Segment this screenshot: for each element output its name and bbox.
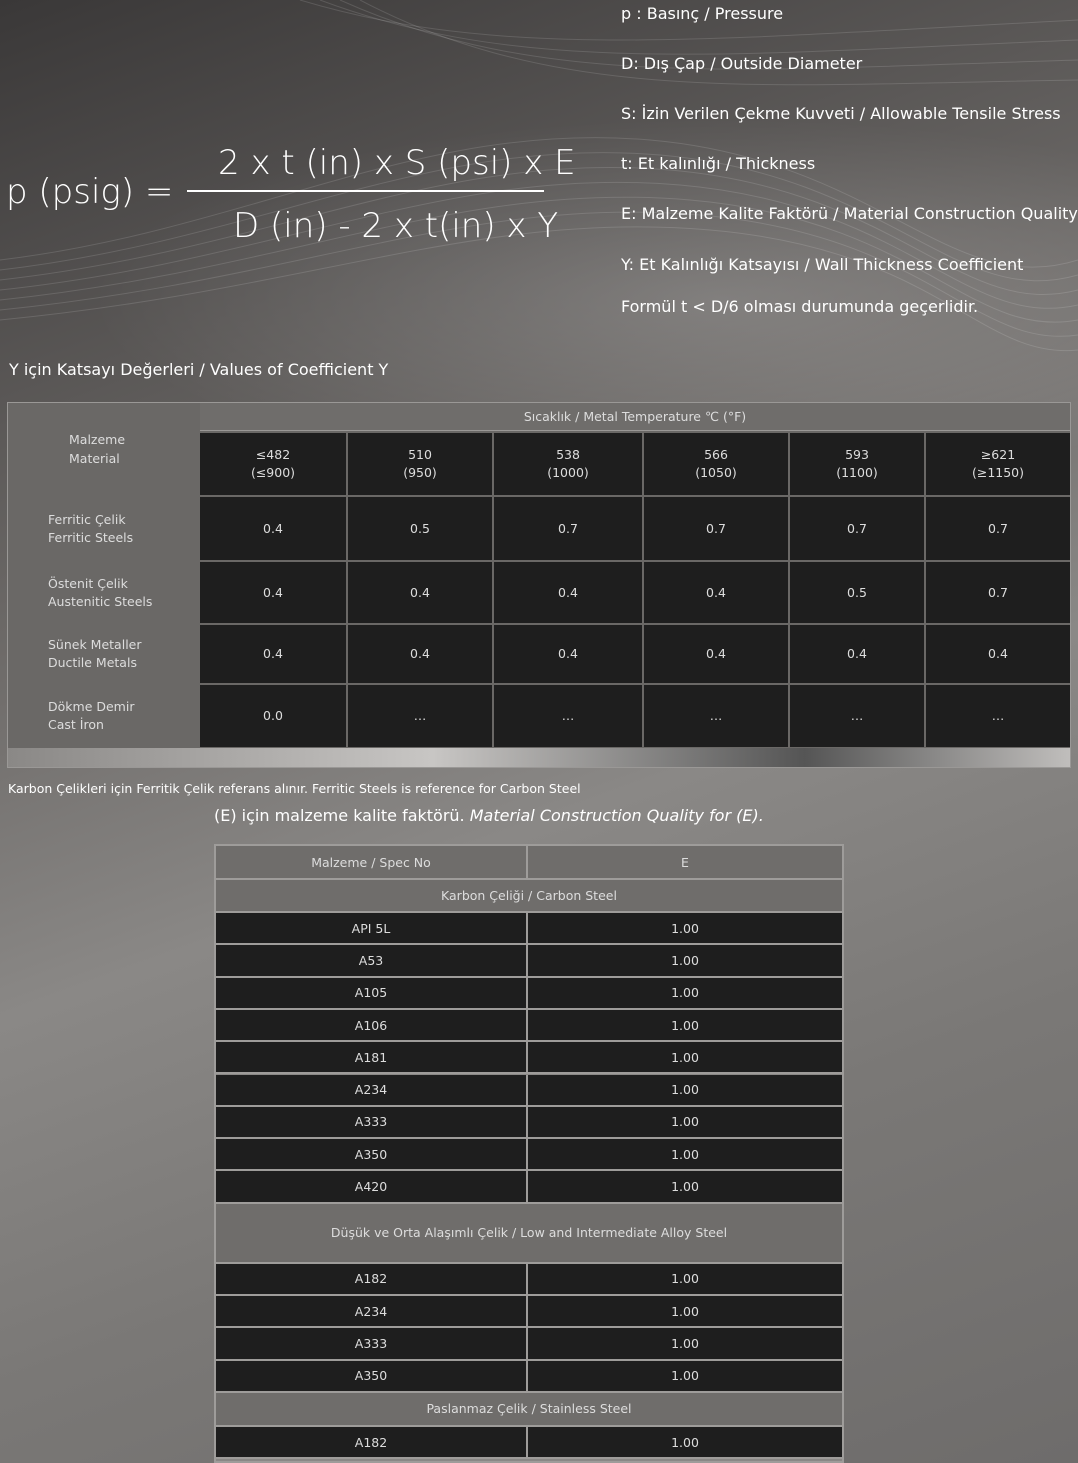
legend-stress: S: İzin Verilen Çekme Kuvveti / Allowable Tensile Stress <box>621 104 1061 123</box>
y-section-title: Y için Katsayı Değerleri / Values of Coefficient Y <box>9 360 389 379</box>
formula-lhs: p (psig) = <box>6 172 174 212</box>
y-row-label-en: Ductile Metals <box>48 655 137 670</box>
e-value-cell: 1.00 <box>671 1303 699 1319</box>
e-group-row <box>216 1204 842 1264</box>
e-group-title: Karbon Çeliği / Carbon Steel <box>441 888 617 903</box>
y-temperature-col-2 <box>494 433 642 495</box>
e-value-cell: 1.00 <box>671 1179 699 1195</box>
e-value-cell: 1.00 <box>671 1082 699 1098</box>
y-temperature-col-3 <box>644 433 788 495</box>
e-spec-cell: A53 <box>216 945 528 975</box>
e-group-row <box>216 880 842 913</box>
e-spec-cell: A350 <box>216 1139 528 1169</box>
y-row-label-tr: Östenit Çelik <box>48 575 128 591</box>
e-data-row <box>216 1010 842 1042</box>
e-spec-cell: A234 <box>216 1296 528 1326</box>
e-value-cell: 1.00 <box>671 985 699 1001</box>
y-value-cell: 0.5 <box>348 497 492 560</box>
y-value-cell: 0.5 <box>790 562 924 623</box>
y-coefficient-table <box>7 402 1071 768</box>
y-temperature-col-1 <box>348 433 492 495</box>
e-spec-cell: A182 <box>216 1427 528 1457</box>
y-temperature-f: (≥1150) <box>971 465 1025 480</box>
y-value-cell: 0.7 <box>494 497 642 560</box>
y-value-cell: 0.4 <box>348 625 492 683</box>
y-value-cell: … <box>926 685 1070 747</box>
y-value-cell: 0.7 <box>644 497 788 560</box>
e-header-row <box>216 846 842 880</box>
e-group-row <box>216 1393 842 1427</box>
e-spec-cell: A105 <box>216 978 528 1008</box>
e-spec-cell: A106 <box>216 1010 528 1040</box>
y-temperature-c: 510 <box>408 447 432 462</box>
y-table-bottom-bar <box>8 748 1070 767</box>
e-spec-cell: A182 <box>216 1264 528 1294</box>
y-value-cell: 0.4 <box>348 562 492 623</box>
formula-fraction-bar <box>187 190 544 192</box>
y-temperature-c: 566 <box>704 447 728 462</box>
y-row-label-tr: Sünek Metaller <box>48 637 142 652</box>
y-temperature-f: (950) <box>403 465 437 480</box>
e-section-title <box>214 806 764 825</box>
e-group-title: Paslanmaz Çelik / Stainless Steel <box>426 1401 632 1417</box>
y-temperature-c: ≤482 <box>255 447 291 462</box>
y-temperature-f: (1050) <box>695 465 737 480</box>
e-spec-cell: A333 <box>216 1328 528 1358</box>
e-value-cell: 1.00 <box>671 1434 699 1450</box>
e-spec-cell: A181 <box>216 1042 528 1072</box>
y-temperature-col-4 <box>790 433 924 495</box>
y-material-header <box>8 403 198 495</box>
e-data-row <box>216 1042 842 1074</box>
e-data-row <box>216 945 842 977</box>
y-row-label <box>8 497 198 560</box>
y-row-label <box>8 625 198 683</box>
e-spec-cell: A350 <box>216 1361 528 1391</box>
y-temperature-col-0 <box>200 433 346 495</box>
e-spec-cell: A420 <box>216 1171 528 1201</box>
e-data-row <box>216 913 842 945</box>
e-data-row <box>216 1328 842 1360</box>
e-value-cell: 1.00 <box>671 1335 699 1351</box>
y-material-header-en: Material <box>69 451 120 466</box>
e-data-row <box>216 1171 842 1203</box>
formula-validity-note: Formül t < D/6 olması durumunda geçerlidir. <box>621 297 979 316</box>
y-value-cell: 0.4 <box>200 497 346 560</box>
e-value-cell: 1.00 <box>671 952 699 968</box>
e-header-material: Malzeme / Spec No <box>216 846 528 878</box>
e-section-title-en: Material Construction Quality for (E). <box>469 806 764 825</box>
e-group-title: Düşük ve Orta Alaşımlı Çelik / Low and Intermediate Alloy Steel <box>330 1225 728 1241</box>
y-value-cell: 0.4 <box>644 625 788 683</box>
e-spec-cell: A333 <box>216 1107 528 1137</box>
y-row-label <box>8 562 198 623</box>
y-value-cell: 0.7 <box>790 497 924 560</box>
legend-pressure: p : Basınç / Pressure <box>621 4 784 23</box>
y-value-cell: 0.4 <box>200 625 346 683</box>
e-data-row <box>216 1264 842 1296</box>
legend-thickness: t: Et kalınlığı / Thickness <box>621 154 816 173</box>
e-spec-cell: API 5L <box>216 913 528 943</box>
e-header-e: E <box>681 854 689 870</box>
e-data-row <box>216 1427 842 1459</box>
e-value-cell: 1.00 <box>671 1017 699 1033</box>
e-data-row <box>216 1361 842 1393</box>
e-data-row <box>216 1075 842 1107</box>
y-temperature-f: (1000) <box>547 465 589 480</box>
y-row-label-tr: Dökme Demir <box>48 699 135 714</box>
legend-quality: E: Malzeme Kalite Faktörü / Material Construction Quality <box>621 204 1078 223</box>
y-temperature-c: 593 <box>845 447 869 462</box>
y-material-header-tr: Malzeme <box>69 432 126 447</box>
y-row-label <box>8 685 198 747</box>
e-value-cell: 1.00 <box>671 920 699 936</box>
formula-denominator: D (in) - 2 x t(in) x Y <box>233 206 559 246</box>
e-quality-table <box>214 844 844 1463</box>
y-row-label-en: Austenitic Steels <box>48 593 153 609</box>
y-value-cell: … <box>644 685 788 747</box>
y-row-label-en: Ferritic Steels <box>48 529 134 545</box>
y-value-cell: 0.4 <box>200 562 346 623</box>
y-value-cell: 0.4 <box>494 625 642 683</box>
e-value-cell: 1.00 <box>671 1114 699 1130</box>
e-spec-cell: A234 <box>216 1075 528 1105</box>
y-value-cell: 0.4 <box>790 625 924 683</box>
legend-coefficient: Y: Et Kalınlığı Katsayısı / Wall Thickness Coefficient <box>621 255 1024 274</box>
e-data-row <box>216 1139 842 1171</box>
e-data-row <box>216 1107 842 1139</box>
y-temperature-c: ≥621 <box>980 447 1016 462</box>
e-value-cell: 1.00 <box>671 1271 699 1287</box>
y-row-label-en: Cast İron <box>48 717 104 732</box>
e-value-cell: 1.00 <box>671 1049 699 1065</box>
y-value-cell: 0.7 <box>926 497 1070 560</box>
y-row-label-tr: Ferritic Çelik <box>48 511 126 527</box>
y-value-cell: 0.0 <box>200 685 346 747</box>
y-value-cell: 0.4 <box>494 562 642 623</box>
e-value-cell: 1.00 <box>671 1146 699 1162</box>
y-temperature-c: 538 <box>556 447 580 462</box>
formula-numerator: 2 x t (in) x S (psi) x E <box>218 143 576 183</box>
y-temperature-f: (≤900) <box>250 465 296 480</box>
carbon-steel-note: Karbon Çelikleri için Ferritik Çelik referans alınır. Ferritic Steels is reference for Carbon Steel <box>8 781 581 796</box>
y-value-cell: 0.7 <box>926 562 1070 623</box>
e-section-title-tr: (E) için malzeme kalite faktörü. <box>214 806 470 825</box>
y-value-cell: … <box>494 685 642 747</box>
y-value-cell: 0.4 <box>644 562 788 623</box>
e-data-row <box>216 978 842 1010</box>
legend-diameter: D: Dış Çap / Outside Diameter <box>621 54 863 73</box>
e-value-cell: 1.00 <box>671 1368 699 1384</box>
y-temperature-f: (1100) <box>836 465 878 480</box>
y-temperature-header: Sıcaklık / Metal Temperature ℃ (°F) <box>200 403 1070 431</box>
y-temperature-col-5 <box>926 433 1070 495</box>
y-value-cell: … <box>790 685 924 747</box>
y-value-cell: … <box>348 685 492 747</box>
y-value-cell: 0.4 <box>926 625 1070 683</box>
e-data-row <box>216 1296 842 1328</box>
